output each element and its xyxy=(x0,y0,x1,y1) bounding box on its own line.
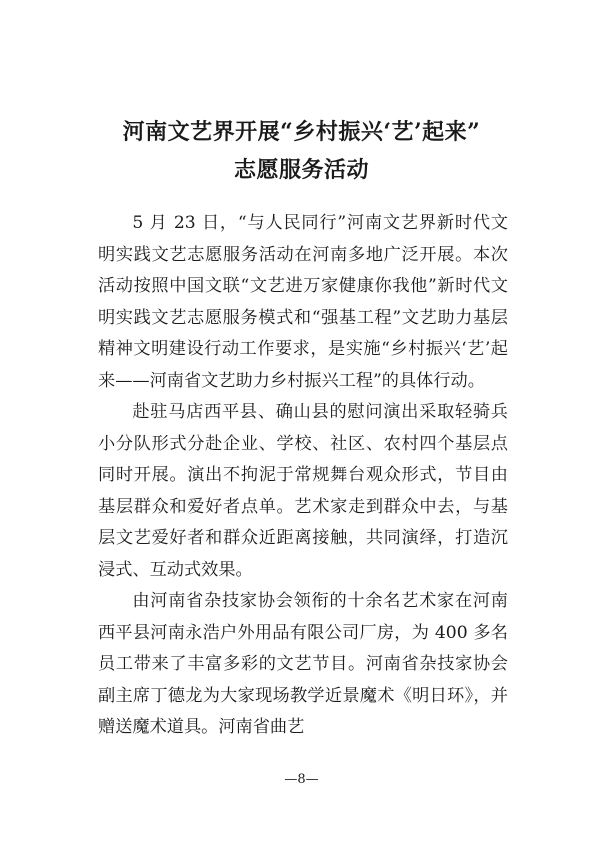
page-number: —8— xyxy=(284,772,319,787)
document-title-line-2: 志愿服务活动 xyxy=(233,157,369,183)
document-body xyxy=(98,208,508,744)
document-title-line-1: 河南文艺界开展“乡村振兴‘艺’起来” xyxy=(122,119,481,145)
paragraph-1: 5 月 23 日，“与人民同行”河南文艺界新时代文明实践文艺志愿服务活动在河南多地广泛开展。本次活动按照中国文联“文艺进万家健康你我他”新时代文明实践文艺志愿服务模式和“强基工程”文艺助力基层精神文明建设行动工作要求，是实施“乡村振兴‘艺’起来——河南省文艺助力乡村振兴工程”的具体行动。 xyxy=(98,213,508,391)
paragraph-2: 赴驻马店西平县、确山县的慰问演出采取轻骑兵小分队形式分赴企业、学校、社区、农村四个基层点同时开展。演出不拘泥于常规舞台观众形式，节目由基层群众和爱好者点单。艺术家走到群众中去，与基层文艺爱好者和群众近距离接触，共同演绎，打造沉浸式、互动式效果。 xyxy=(98,402,508,580)
paragraph-3: 由河南省杂技家协会领衔的十余名艺术家在河南西平县河南永浩户外用品有限公司厂房，为 400 多名员工带来了丰富多彩的文艺节目。河南省杂技家协会副主席丁德龙为大家现场教学近景魔术《明日环》，并赠送魔术道具。河南省曲艺 xyxy=(98,591,508,737)
